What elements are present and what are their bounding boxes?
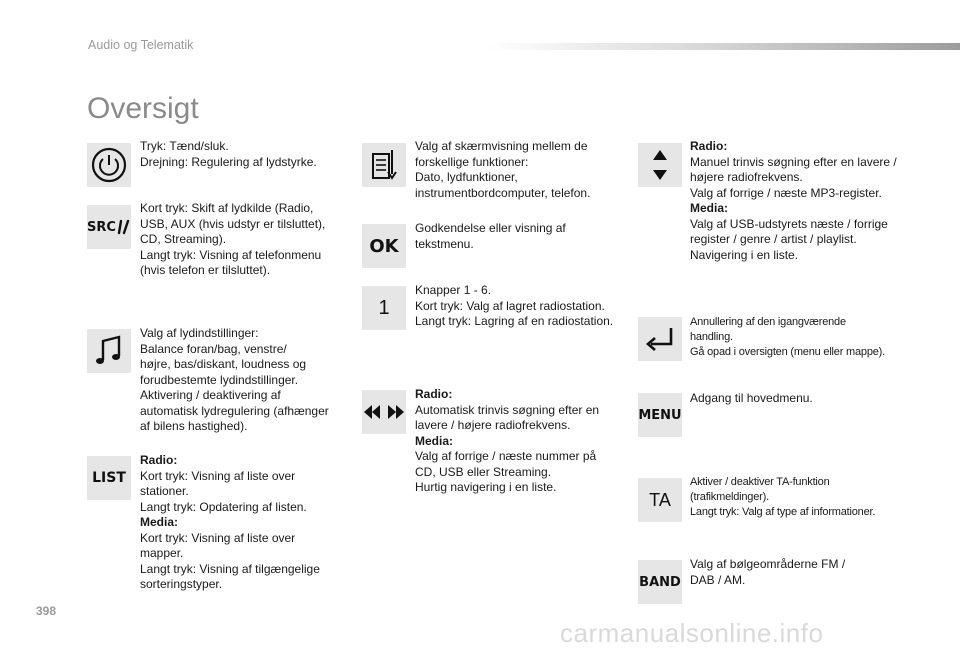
desc-line: Kort tryk: Visning af liste over [140, 468, 296, 483]
up-down-arrows-icon [638, 143, 682, 187]
desc-line: Knapper 1 - 6. [415, 283, 492, 297]
ta-icon: TA [638, 478, 682, 522]
back-icon [638, 317, 682, 361]
desc-line: tekstmenu. [415, 236, 474, 251]
desc-line: Langt tryk: Lagring af en radiostation. [415, 314, 614, 328]
desc-line: Drejning: Regulering af lydstyrke. [140, 154, 317, 169]
desc-line: Tryk: Tænd/sluk. [140, 139, 229, 153]
desc-line: handling. [690, 331, 733, 343]
item-desc-6 [415, 283, 625, 330]
item-desc-4 [415, 139, 615, 201]
desc-line: stationer. [140, 484, 189, 498]
section-title: Audio og Telematik [88, 38, 194, 52]
desc-line: Aktiver / deaktiver TA-funktion [690, 476, 830, 488]
desc-line: automatisk lydregulering (afhænger [140, 403, 329, 418]
desc-line: Dato, lydfunktioner, [415, 170, 518, 184]
menu-icon: MENU [638, 393, 682, 437]
desc-line: forudbestemte lydindstillinger. [140, 372, 299, 387]
desc-line: CD, Streaming). [140, 232, 227, 246]
desc-line: lavere / højere radiofrekvens. [415, 418, 571, 432]
desc-line: Langt tryk: Visning af telefonmenu [140, 247, 322, 262]
desc-heading: Media: [690, 201, 729, 215]
desc-heading: Media: [140, 515, 179, 529]
item-desc-12 [690, 557, 900, 588]
page-number: 398 [36, 604, 57, 618]
desc-line: (trafikmeldinger). [690, 491, 769, 503]
desc-line: højere radiofrekvens. [690, 170, 803, 184]
desc-line: Langt tryk: Opdatering af listen. [140, 499, 307, 514]
desc-line: Adgang til hovedmenu. [690, 391, 813, 405]
src-label: SRC [87, 219, 116, 235]
item-desc-5 [415, 221, 615, 252]
item-desc-2 [140, 326, 340, 435]
desc-line: Langt tryk: Visning af tilgængelige [140, 561, 320, 576]
desc-line: Navigering i en liste. [690, 247, 799, 262]
desc-line: forskellige funktioner: [415, 154, 529, 169]
desc-line: (hvis telefon er tilsluttet). [140, 263, 271, 277]
desc-line: sorteringstyper. [140, 577, 223, 591]
desc-heading: Media: [415, 433, 454, 448]
item-desc-7 [415, 387, 615, 496]
list-icon: LIST [87, 456, 131, 500]
watermark: carmanualsonline.info [560, 618, 824, 648]
power-icon [87, 143, 131, 187]
desc-line: Balance foran/bag, venstre/ [140, 341, 287, 356]
desc-line: Kort tryk: Visning af liste over [140, 530, 296, 545]
item-desc-0 [140, 139, 340, 170]
item-desc-11 [690, 475, 905, 520]
desc-line: Gå opad i oversigten (menu eller mappe). [690, 346, 885, 358]
header-bar [488, 43, 960, 50]
desc-line: CD, USB eller Streaming. [415, 464, 552, 479]
src-phone-icon [87, 205, 131, 249]
desc-line: Langt tryk: Valg af type af informationer. [690, 506, 876, 518]
desc-line: Valg af bølgeområderne FM / [690, 557, 846, 571]
desc-line: Manuel trinvis søgning efter en lavere / [690, 154, 897, 169]
desc-line: Kort tryk: Valg af lagret radiostation. [415, 298, 605, 313]
desc-heading: Radio: [140, 453, 178, 467]
desc-line: Kort tryk: Skift af lydkilde (Radio, [140, 201, 314, 215]
desc-line: register / genre / artist / playlist. [690, 232, 857, 246]
music-note-icon [87, 329, 131, 373]
desc-line: Valg af forrige / næste nummer på [415, 449, 597, 463]
desc-line: højre, bas/diskant, loudness og [140, 357, 307, 371]
display-mode-icon [362, 143, 406, 187]
desc-line: af bilens hastighed). [140, 419, 248, 433]
preset-1-icon: 1 [362, 286, 406, 330]
item-desc-8 [690, 139, 900, 263]
item-desc-9 [690, 315, 900, 360]
band-icon: BAND [638, 560, 682, 604]
desc-heading: Radio: [415, 387, 453, 401]
desc-line: Valg af USB-udstyrets næste / forrige [690, 216, 888, 231]
page-title: Oversigt [87, 92, 199, 126]
desc-heading: Radio: [690, 139, 728, 153]
desc-line: Valg af skærmvisning mellem de [415, 139, 588, 153]
desc-line: Valg af lydindstillinger: [140, 326, 259, 340]
desc-line: Annullering af den igangværende [690, 316, 846, 328]
ok-icon: OK [362, 224, 406, 268]
desc-line: instrumentbordcomputer, telefon. [415, 185, 591, 200]
desc-line: DAB / AM. [690, 572, 746, 587]
item-desc-10 [690, 391, 900, 407]
desc-line: Automatisk trinvis søgning efter en [415, 402, 600, 417]
desc-line: USB, AUX (hvis udstyr er tilsluttet), [140, 216, 326, 231]
desc-line: Valg af forrige / næste MP3-register. [690, 185, 882, 200]
item-desc-1 [140, 201, 340, 279]
desc-line: mapper. [140, 546, 184, 560]
desc-line: Godkendelse eller visning af [415, 221, 566, 235]
seek-arrows-icon [362, 390, 406, 434]
item-desc-3 [140, 453, 340, 593]
desc-line: Aktivering / deaktivering af [140, 388, 281, 402]
desc-line: Hurtig navigering i en liste. [415, 480, 557, 494]
